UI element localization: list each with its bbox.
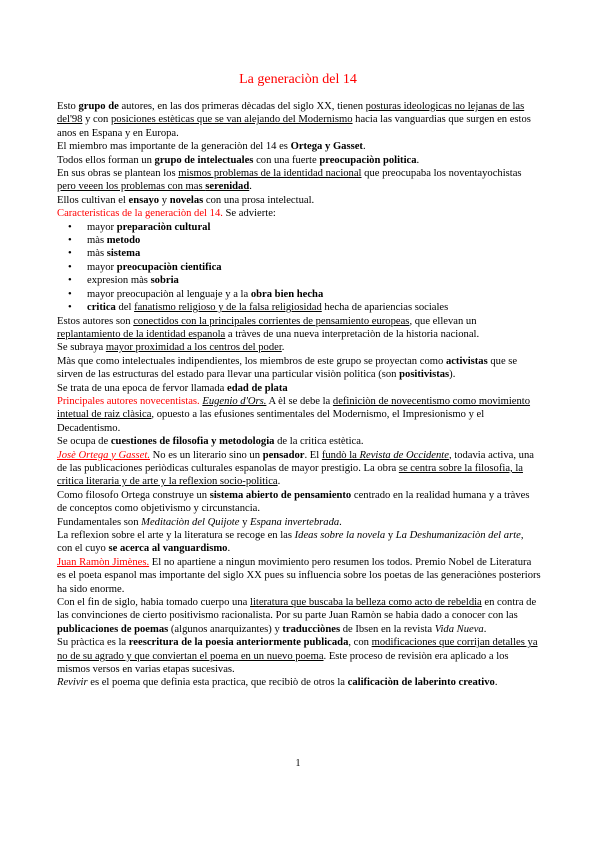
paragraph-main-member: El miembro mas importante de la generaciòn del 14 es Ortega y Gasset.	[57, 141, 366, 153]
paragraph-characteristics-heading: Caracteristicas de la generaciòn del 14. Se advierte:	[57, 208, 276, 220]
list-item: • màs sistema	[87, 247, 541, 260]
paragraph-genres: Ellos cultivan el ensayo y novelas con una prosa intelectual.	[57, 194, 315, 206]
paragraph-jimenez: Juan Ramòn Jimènes. El no apartiene a ningun movimiento pero resumen los todos. Premio Nobel de Literatura es el poeta espanol mas importante del siglo XX pues su influencia sobre los poetas de las generaciònes posteriors ha sido enorme.	[57, 556, 541, 595]
paragraph-ortega-art: La reflexion sobre el arte y la literatura se recoge en las Ideas sobre la novela y La Deshumanizaciòn del arte, con el cuyo se acerca al vanguardismo.	[57, 530, 524, 555]
paragraph-dors-philosophy: Se ocupa de cuestiones de filosofia y metodologia de la critica estètica.	[57, 436, 364, 448]
paragraph-ortega-works: Fundamentales son Meditaciòn del Quijote y Espana invertebrada.	[57, 516, 342, 528]
paragraph-power-proximity: Se subraya mayor proximidad a los centros del poder.	[57, 342, 285, 354]
paragraph-jimenez-beauty: Con el fin de siglo, habia tomado cuerpo una literatura que buscaba la belleza como acto de rebeldia en contra de las convinciones de cierto positivismo racionalista. Por su parte Juan Ramòn se habia dado a conocer con las publicaciones de poemas (algunos anarquizantes) y traducciònes de Ibsen en la revista Vida Nueva.	[57, 597, 537, 635]
paragraph-jimenez-rewriting: Su pràctica es la reescritura de la poesia anteriormente publicada, con modificaciones que corrijan detalles ya no de su agrado y que conviertan el poema en un nuevo poema. Este proceso de revisiòn era aplicado a los mismos versos en varias etapas sucesivas.	[57, 637, 538, 676]
paragraph-european-currents: Estos autores son conectidos con la principales corrientes de pensamiento europeas, que ellevan un replantamiento de la identidad espanola a tràves de una nueva interpretaciòn de la historia nacional.	[57, 315, 480, 340]
paragraph-eugenio-dors: Principales autores novecentistas. Eugenio d'Ors. A èl se debe la definiciòn de novecentismo como movimiento intetual de raiz clàsica, opuesto a las efusiones sentimentales del Modernismo, el Impresionismo y el Decadentismo.	[57, 395, 531, 434]
paragraph-silver-age: Se trata de una epoca de fervor llamada edad de plata	[57, 382, 288, 394]
paragraph-intellectuals: Todos ellos forman un grupo de intelectuales con una fuerte preocupaciòn politica.	[57, 154, 420, 166]
paragraph-ortega-system: Como filosofo Ortega construye un sistema abierto de pensamiento centrado en la realidad humana y a tràves de conceptos como objetivismo y circunstancia.	[57, 489, 530, 515]
list-item: • expresion màs sobria	[87, 274, 541, 287]
paragraph-activists: Màs que como intelectuales indipendientes, los miembros de este grupo se proyectan como activistas que se sirven de las estructuras del estado para llevar una particular visiòn politica (son positivistas).	[57, 355, 518, 381]
list-item: • mayor preocupaciòn cientifica	[87, 261, 541, 274]
characteristics-list	[57, 221, 541, 315]
document-body	[57, 100, 541, 690]
document-title: La generaciòn del 14	[239, 72, 357, 87]
paragraph-problems: En sus obras se plantean los mismos problemas de la identidad nacional que preocupaba los noventayochistas pero veeen los problemas con mas serenidad.	[57, 168, 522, 193]
page-number: 1	[295, 758, 301, 769]
paragraph-ortega: Josè Ortega y Gasset. No es un literario sino un pensador. El fundò la Revista de Occidente, todavia activa, una de las publicaciones periòdicas culturales espanolas de mayor prestigio. La obra se centra sobre la filosofia, la critica literaria y de arte y la reflexion socio-politica.	[57, 449, 534, 488]
list-item: • mayor preparaciòn cultural	[87, 221, 541, 234]
paragraph-revivir: Revivir es el poema que definia esta practica, que recibiò de otros la calificaciòn de laberinto creativo.	[57, 677, 498, 689]
paragraph-intro: Esto grupo de autores, en las dos primeras dècadas del siglo XX, tienen posturas ideologicas no lejanas de las del'98 y con posiciones estèticas que se van alejando del Modernismo hacia las vanguardias que surgen en estos anos en Espana y en Europa.	[57, 101, 531, 139]
list-item: • mayor preocupaciòn al lenguaje y a la obra bien hecha	[87, 288, 541, 301]
list-item: • màs metodo	[87, 234, 541, 247]
list-item: • critica del fanatismo religioso y de la falsa religiosidad hecha de apariencias sociales	[87, 301, 541, 314]
